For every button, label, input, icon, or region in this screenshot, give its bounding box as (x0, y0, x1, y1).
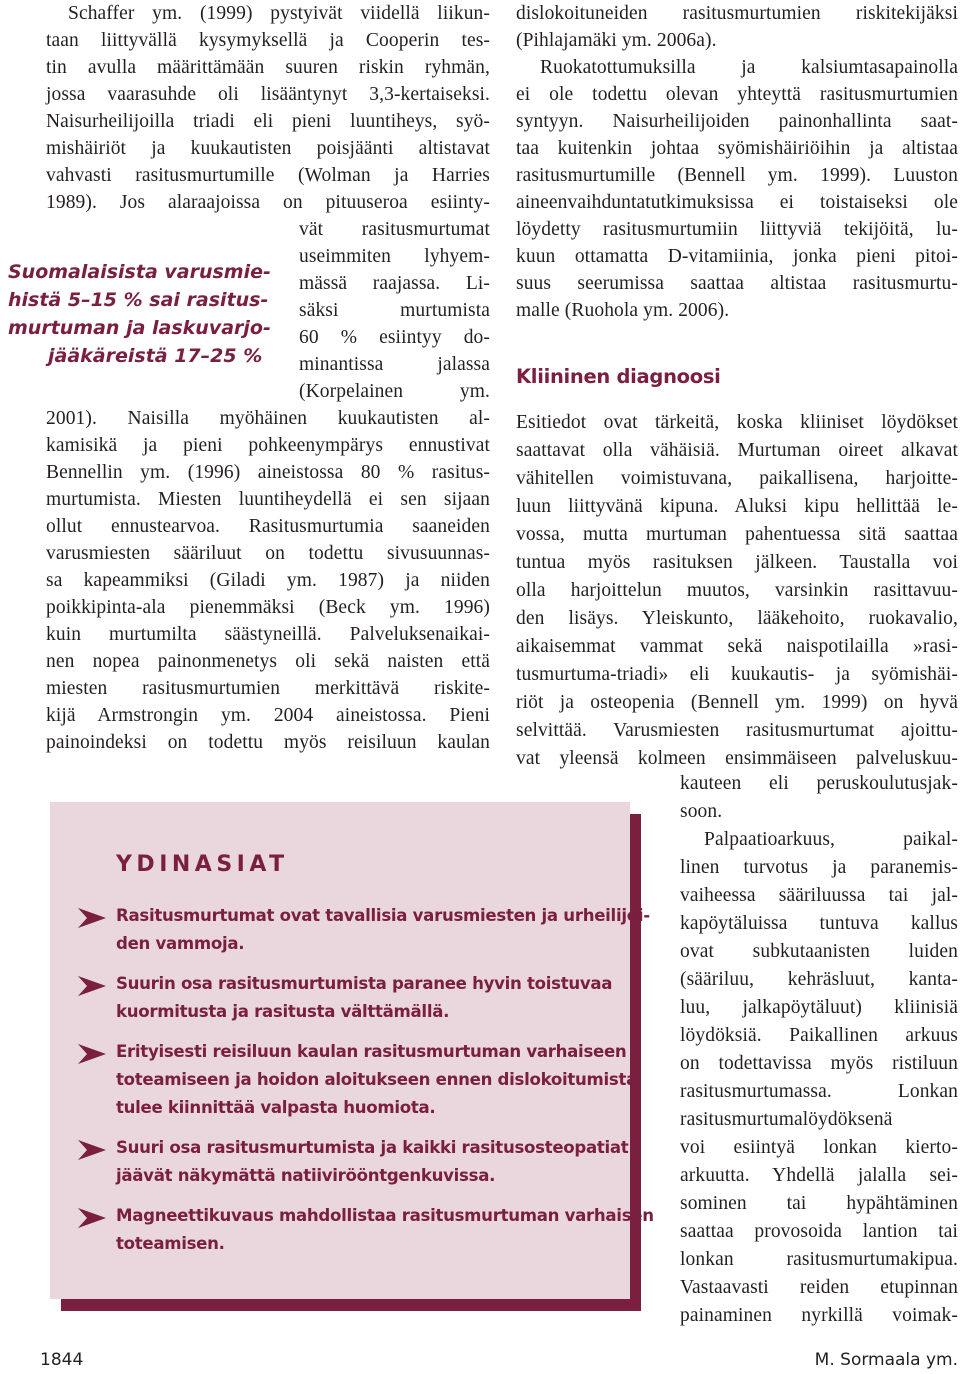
body-line: painaminen nyrkillä voimak- (680, 1305, 958, 1326)
body-line: kuun ottamatta D-vitamiinia, jonka pieni pitoi- (516, 246, 958, 267)
body-line: aikaisemmat vammat sekä naispotilailla »rasi- (516, 636, 958, 657)
key-point-line: den vammoja. (116, 934, 245, 953)
body-line: malle (Ruohola ym. 2006). (516, 300, 730, 321)
body-line: minantissa jalassa (299, 354, 490, 375)
body-line: löydöksiä. Paikallinen arkuus (680, 1025, 958, 1046)
body-line: arkuutta. Yhdellä jalalla sei- (680, 1165, 958, 1186)
body-line: ollut ennustearvoa. Rasitusmurtumia saaneiden (46, 516, 490, 537)
running-footer-author: M. Sormaala ym. (814, 1350, 958, 1370)
body-line: vat yleensä kolmeen ensimmäiseen palveluskuu- (516, 748, 958, 769)
arrow-bullet-icon (78, 908, 106, 928)
body-line: ei ole todettu olevan yhteyttä rasitusmurtumien (516, 84, 958, 105)
body-line: kijä Armstrongin ym. 2004 aineistossa. Pieni (46, 705, 490, 726)
body-line: poikkipinta-ala pienemmäksi (Beck ym. 1996) (46, 597, 490, 618)
body-line: sa kapeammiksi (Giladi ym. 1987) ja niiden (46, 570, 490, 591)
body-line: vaiheessa sääriluussa tai jal- (680, 885, 958, 906)
pull-quote-line: murtuman ja laskuvarjo- (8, 317, 271, 339)
body-line: vähitellen voimistuvana, paikallisena, harjoitte- (516, 468, 958, 489)
arrow-bullet-icon (78, 976, 106, 996)
body-line: varusmiesten sääriluut on todettu sivusuunnas- (46, 543, 490, 564)
body-line: taan liittyvällä kysymyksellä ja Cooperin tes- (46, 30, 490, 51)
body-line: luun liittyvänä kipuna. Aluksi kipu hellittää le- (516, 496, 958, 517)
arrow-bullet-icon (78, 1208, 106, 1228)
body-line: saattaa provosoida lantion tai (680, 1221, 958, 1242)
body-line: kamisikä ja pieni pohkeenympärys ennustivat (46, 435, 490, 456)
body-line: syntyyn. Naisurheilijoiden painonhallinta saat- (516, 111, 958, 132)
body-line: 1989). Jos alaraajoissa on pituuseroa esiinty- (46, 192, 490, 213)
body-line: on todettavissa myös ristiluun (680, 1053, 958, 1074)
body-line: tusmurtuma-triadi» eli kuukautis- ja syömishäi- (516, 664, 958, 685)
key-point-line: Rasitusmurtumat ovat tavallisia varusmiesten ja urheilijoi- (116, 906, 650, 925)
body-line: Palpaatioarkuus, paikal- (704, 829, 958, 850)
key-point-line: Erityisesti reisiluun kaulan rasitusmurtuman varhaiseen (116, 1042, 627, 1061)
pull-quote-line: histä 5–15 % sai rasitus- (8, 289, 269, 311)
body-line: 60 % esiintyy do- (299, 327, 490, 348)
body-line: suus seerumissa saattaa altistaa rasitusmurtu- (516, 273, 958, 294)
body-line: ovat subkutaanisten luiden (680, 941, 958, 962)
body-line: aineenvaihduntatutkimuksissa ei toistaiseksi ole (516, 192, 958, 213)
page-number: 1844 (40, 1350, 84, 1370)
body-line: Esitiedot ovat tärkeitä, koska kliiniset löydökset (516, 412, 958, 433)
body-line: 2001). Naisilla myöhäinen kuukautisten al- (46, 408, 490, 429)
key-point-line: toteamisen. (116, 1234, 225, 1253)
key-points-title: YDINASIAT (116, 852, 289, 877)
key-point-line: toteamiseen ja hoidon aloitukseen ennen dislokoitumista (116, 1070, 637, 1089)
pull-quote-line: jääkäreistä 17–25 % (48, 345, 263, 367)
body-line: painoindeksi on todettu myös reisiluun kaulan (46, 732, 490, 753)
body-line: Vastaavasti reiden etupinnan (680, 1277, 958, 1298)
pull-quote-line: Suomalaisista varusmie- (8, 261, 271, 283)
body-line: kuin murtumilta säästyneillä. Palveluksenaikai- (46, 624, 490, 645)
body-line: Ruokatottumuksilla ja kalsiumtasapainolla (540, 57, 958, 78)
body-line: nen nopea painonmenetys oli sekä naisten että (46, 651, 490, 672)
body-line: vossa, mutta murtuman pahentuessa sitä saattaa (516, 524, 958, 545)
body-line: lonkan rasitusmurtumakipua. (680, 1249, 958, 1270)
body-line: saattavat olla vähäisiä. Murtuman oireet alkavat (516, 440, 958, 461)
body-line: dislokoituneiden rasitusmurtumien riskitekijäksi (516, 3, 958, 24)
body-line: (Korpelainen ym. (299, 381, 490, 402)
arrow-bullet-icon (78, 1044, 106, 1064)
body-line: kapöytäluissa tuntuva kallus (680, 913, 958, 934)
body-line: mässä raajassa. Li- (299, 273, 490, 294)
body-line: useimmiten lyhyem- (299, 246, 490, 267)
body-line: murtumista. Miesten luuntiheydellä ei sen sijaan (46, 489, 490, 510)
body-line: mishäiriöt ja kuukautisten poisjäänti altistavat (46, 138, 490, 159)
body-line: jossa vaarasuhde oli lisääntynyt 3,3-kertaiseksi. (46, 84, 490, 105)
body-line: olla harjoittelun muutos, varsinkin rasittavuu- (516, 580, 958, 601)
body-line: Naisurheilijoilla triadi eli pieni luuntiheys, syö- (46, 111, 490, 132)
body-line: säksi murtumista (299, 300, 490, 321)
arrow-bullet-icon (78, 1140, 106, 1160)
body-line: (Pihlajamäki ym. 2006a). (516, 30, 717, 51)
body-line: Schaffer ym. (1999) pystyivät viidellä liikun- (68, 3, 490, 24)
body-line: taa kuitenkin johtaa syömishäiriöihin ja altistaa (516, 138, 958, 159)
key-point-line: Suuri osa rasitusmurtumista ja kaikki rasitusosteopatiat (116, 1138, 629, 1157)
body-line: kauteen eli peruskoulutusjak- (680, 773, 958, 794)
body-line: soon. (680, 801, 723, 822)
body-line: löydetty rasitusmurtumiin liittyviä tekijöitä, lu- (516, 219, 958, 240)
body-line: Bennellin ym. (1996) aineistossa 80 % rasitus- (46, 462, 490, 483)
body-line: den lisäys. Yleiskunto, lääkehoito, ruokavalio, (516, 608, 958, 629)
key-point-line: Magneettikuvaus mahdollistaa rasitusmurtuman varhaisen (116, 1206, 654, 1225)
body-line: tuntua myös rasituksen jälkeen. Taustalla voi (516, 552, 958, 573)
body-line: riöt ja osteopenia (Bennell ym. 1999) on hyvä (516, 692, 958, 713)
body-line: luu, jalkapöytäluut) kliinisiä (680, 997, 958, 1018)
body-line: tin avulla määrittämään suuren riskin ryhmän, (46, 57, 490, 78)
body-line: sominen tai hypähtäminen (680, 1193, 958, 1214)
body-line: rasitusmurtumille (Bennell ym. 1999). Luuston (516, 165, 958, 186)
body-line: rasitusmurtumalöydöksenä (680, 1109, 893, 1130)
key-point-line: kuormitusta ja rasitusta välttämällä. (116, 1002, 450, 1021)
body-line: voi esiintyä lonkan kierto- (680, 1137, 958, 1158)
key-point-line: tulee kiinnittää valpasta huomiota. (116, 1098, 436, 1117)
body-line: miesten rasitusmurtumien merkittävä riskite- (46, 678, 490, 699)
body-line: selvittää. Varusmiesten rasitusmurtumat ajoittu- (516, 720, 958, 741)
body-line: vahvasti rasitusmurtumille (Wolman ja Harries (46, 165, 490, 186)
body-line: linen turvotus ja paranemis- (680, 857, 958, 878)
body-line: rasitusmurtumassa. Lonkan (680, 1081, 958, 1102)
key-point-line: jäävät näkymättä natiivirööntgenkuvissa. (116, 1166, 496, 1185)
section-heading: Kliininen diagnoosi (516, 365, 721, 388)
key-point-line: Suurin osa rasitusmurtumista paranee hyvin toistuvaa (116, 974, 613, 993)
body-line: vät rasitusmurtumat (299, 219, 490, 240)
body-line: (sääriluu, kehräsluut, kanta- (680, 969, 958, 990)
